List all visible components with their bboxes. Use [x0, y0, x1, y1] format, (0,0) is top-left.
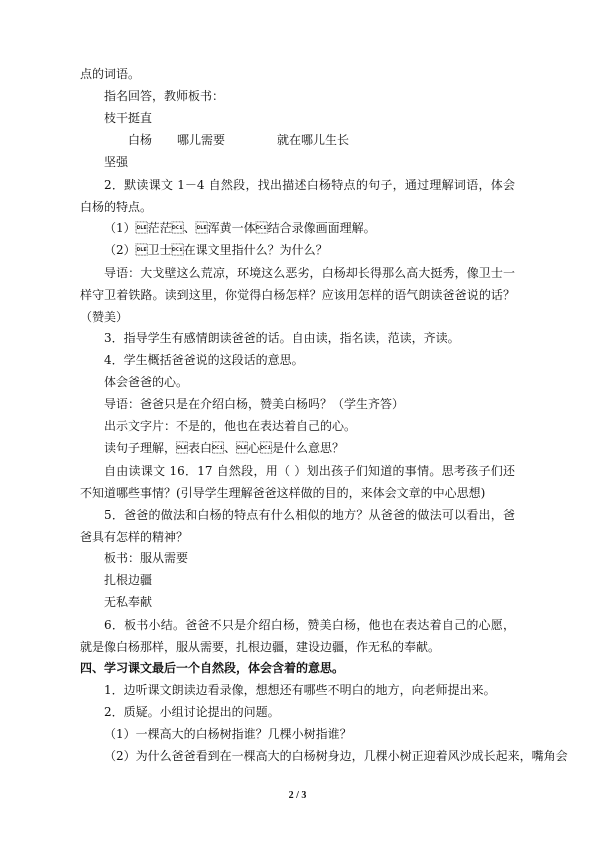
text-line: 4．学生概括爸爸说的这段话的意思。 [104, 353, 304, 367]
board-cell: 就在哪儿生长 [277, 133, 350, 147]
paragraph: 6．板书小结。爸爸不只是介绍白杨，赞美白杨，他也在表达着自己的心愿，就是像白杨那样，服从需要，扎根边疆，建设边疆，作无私的奉献。 [80, 618, 515, 654]
text-line: 指名回答，教师板书： [104, 89, 225, 103]
board-note: 板书：服从需要 [104, 551, 189, 565]
board-note: 无私奉献 [104, 595, 153, 609]
section-heading: 四、学习课文最后一个自然段，体会含着的意思。 [80, 661, 345, 675]
text-line: 1．边听课文朗读边看录像，想想还有哪些不明白的地方，向老师提出来。 [104, 683, 496, 697]
paragraph: 5．爸爸的做法和白杨的特点有什么相似的地方？从爸爸的做法可以看出，爸爸具有怎样的精神？ [80, 508, 515, 544]
text-line: 点的词语。 [80, 67, 141, 81]
text-line: （2）为什么爸爸看到在一棵高大的白杨树身边，几棵小树正迎着风沙成长起来，嘴角会 [104, 749, 568, 763]
text-line: 导语：爸爸只是在介绍白杨，赞美白杨吗？（学生齐答） [104, 397, 405, 411]
text-line: 体会爸爸的心。 [104, 375, 189, 389]
text-line: （1）茫茫、浑黄一体结合录像画面理解。 [104, 221, 376, 235]
paragraph: 2．默读课文 1－4 自然段，找出描述白杨特点的句子，通过理解词语，体会白杨的特点。 [80, 178, 515, 214]
board-cell: 哪儿需要 [177, 133, 226, 147]
text-line: 出示文字片：不是的，他也在表达着自己的心。 [104, 419, 357, 433]
page-number: 2 / 3 [288, 790, 307, 801]
paragraph: 自由读课文 16．17 自然段，用（ ）划出孩子们知道的事情。思考孩子们还不知道哪些事情？(引导学生理解爸爸这样做的目的，来体会文章的中心思想) [80, 464, 515, 500]
paragraph: 导语：大戈壁这么荒凉，环境这么恶劣，白杨却长得那么高大挺秀，像卫士一样守卫着铁路。读到这里，你觉得白杨怎样？应该用怎样的语气朗读爸爸说的话？（赞美） [80, 266, 515, 324]
board-note: 枝干挺直 [104, 111, 153, 125]
board-note: 扎根边疆 [104, 573, 153, 587]
board-note: 坚强 [104, 155, 129, 169]
text-line: 读句子理解，表白、心是什么意思？ [104, 441, 345, 455]
document-body [80, 67, 568, 771]
board-row [80, 133, 515, 148]
board-cell: 白杨 [128, 133, 153, 147]
text-line: （2）卫士在课文里指什么？为什么？ [104, 243, 328, 257]
text-line: 2．质疑。小组讨论提出的问题。 [104, 705, 280, 719]
text-line: （1）一棵高大的白杨树指谁？几棵小树指谁？ [104, 727, 352, 741]
text-line: 3．指导学生有感情朗读爸爸的话。自由读，指名读，范读，齐读。 [104, 331, 460, 345]
